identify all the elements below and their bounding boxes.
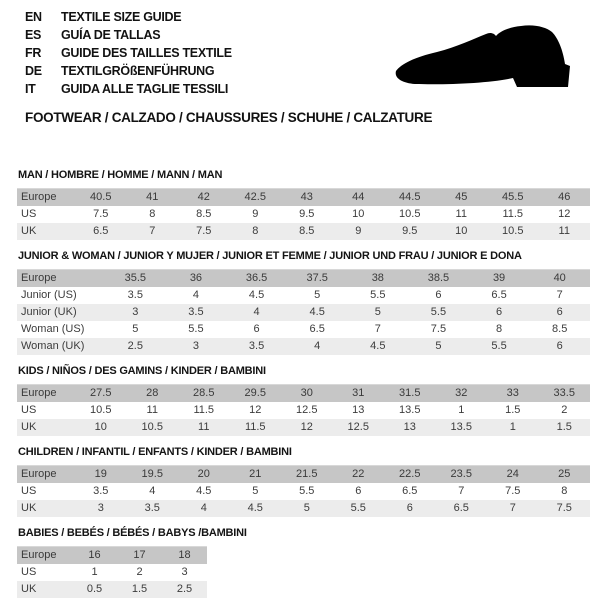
size-value: 8: [149, 208, 156, 220]
table-row: [17, 402, 590, 419]
size-value: 6: [496, 306, 503, 318]
table-row: [17, 500, 590, 517]
size-value: 12.5: [347, 421, 369, 433]
size-value: 6.5: [93, 225, 109, 237]
size-value: 6.5: [309, 323, 325, 335]
size-value: 40.5: [90, 191, 112, 203]
language-code: EN: [25, 10, 42, 24]
section-title: JUNIOR & WOMAN / JUNIOR Y MUJER / JUNIOR ET FEMME / JUNIOR UND FRAU / JUNIOR E DONA: [18, 250, 522, 262]
size-value: 1.5: [505, 404, 521, 416]
size-value: 36.5: [245, 272, 268, 284]
size-value: 10: [455, 225, 468, 237]
size-value: 3: [97, 502, 104, 514]
size-value: 6: [406, 502, 413, 514]
table-row: [17, 223, 590, 240]
size-value: 13.5: [450, 421, 472, 433]
size-value: 5.5: [299, 485, 315, 497]
size-value: 8.5: [552, 323, 568, 335]
size-value: 7.5: [556, 502, 572, 514]
size-value: 43: [300, 191, 313, 203]
row-label: Woman (UK): [21, 340, 85, 352]
size-value: 0.5: [86, 583, 103, 595]
size-value: 10.5: [90, 404, 112, 416]
size-value: 13: [403, 421, 416, 433]
size-value: 40: [553, 272, 566, 284]
language-label: GUIDA ALLE TAGLIE TESSILI: [61, 82, 229, 96]
size-value: 4: [192, 289, 199, 301]
size-value: 23.5: [450, 468, 472, 480]
size-value: 9: [252, 208, 259, 220]
size-value: 1: [509, 421, 516, 433]
size-value: 7.5: [196, 225, 212, 237]
size-value: 4: [253, 306, 260, 318]
size-value: 44: [352, 191, 365, 203]
size-value: 4.5: [248, 289, 265, 301]
table-row: [17, 466, 590, 484]
section-title: MAN / HOMBRE / HOMME / MANN / MAN: [18, 169, 223, 181]
size-value: 29.5: [244, 387, 266, 399]
section-man: [17, 169, 590, 240]
table-row: [17, 483, 590, 500]
size-value: 7: [149, 225, 156, 237]
size-value: 7.5: [93, 208, 109, 220]
size-value: 12: [300, 421, 313, 433]
language-code: IT: [25, 82, 36, 96]
size-value: 4: [149, 485, 156, 497]
size-value: 4.5: [247, 502, 263, 514]
size-value: 3: [192, 340, 199, 352]
row-label: UK: [21, 225, 37, 237]
size-value: 7: [374, 323, 381, 335]
table-row: [17, 287, 590, 304]
size-table-man: [17, 188, 590, 240]
row-label: UK: [21, 583, 37, 595]
size-value: 22.5: [399, 468, 421, 480]
size-value: 3.5: [144, 502, 160, 514]
size-value: 7.5: [505, 485, 521, 497]
size-value: 20: [197, 468, 210, 480]
size-value: 7.5: [430, 323, 447, 335]
language-code: DE: [25, 64, 42, 78]
language-label: GUÍA DE TALLAS: [61, 28, 161, 42]
size-value: 42: [197, 191, 210, 203]
size-value: 37.5: [306, 272, 328, 284]
size-value: 21: [249, 468, 262, 480]
size-value: 38.5: [427, 272, 450, 284]
size-value: 4.5: [309, 306, 325, 318]
size-table-children: [17, 465, 590, 517]
size-value: 5.5: [430, 306, 447, 318]
size-value: 19: [94, 468, 107, 480]
language-label: GUIDE DES TAILLES TEXTILE: [61, 46, 232, 60]
size-value: 25: [558, 468, 571, 480]
language-row-fr: [25, 44, 232, 62]
size-value: 7: [509, 502, 516, 514]
size-value: 9.5: [402, 225, 418, 237]
size-value: 45: [455, 191, 468, 203]
size-value: 5.5: [188, 323, 204, 335]
size-value: 3: [132, 306, 139, 318]
size-value: 44.5: [399, 191, 421, 203]
section-babies: [17, 527, 590, 598]
size-value: 6: [253, 323, 260, 335]
size-value: 46: [558, 191, 571, 203]
table-row: [17, 189, 590, 207]
size-value: 24: [506, 468, 519, 480]
table-row: [17, 419, 590, 436]
size-value: 11.5: [502, 208, 524, 220]
size-value: 11: [455, 208, 467, 220]
row-label: Europe: [21, 468, 57, 480]
row-label: US: [21, 404, 37, 416]
size-value: 4.5: [196, 485, 212, 497]
size-value: 1.5: [556, 421, 572, 433]
table-row: [17, 304, 590, 321]
size-value: 4: [314, 340, 321, 352]
size-value: 13.5: [399, 404, 421, 416]
size-value: 8: [496, 323, 503, 335]
size-value: 8.5: [299, 225, 315, 237]
size-value: 3.5: [93, 485, 109, 497]
row-label: Europe: [21, 191, 57, 203]
row-label: US: [21, 208, 37, 220]
size-value: 35.5: [124, 272, 147, 284]
language-label: TEXTILE SIZE GUIDE: [61, 10, 182, 24]
size-value: 8: [252, 225, 259, 237]
size-value: 12: [249, 404, 262, 416]
size-value: 6: [556, 306, 563, 318]
language-code: ES: [25, 28, 42, 42]
size-value: 2.5: [176, 583, 193, 595]
size-value: 10.5: [502, 225, 524, 237]
size-value: 9: [355, 225, 362, 237]
size-value: 8: [561, 485, 568, 497]
size-value: 1: [91, 566, 98, 578]
size-value: 5.5: [491, 340, 507, 352]
size-value: 11: [558, 225, 570, 237]
table-row: [17, 385, 590, 403]
size-value: 18: [178, 549, 191, 561]
size-value: 41: [146, 191, 159, 203]
size-value: 39: [492, 272, 506, 284]
size-value: 13: [352, 404, 365, 416]
section-junior-woman: [17, 250, 590, 355]
section-title: KIDS / NIÑOS / DES GAMINS / KINDER / BAMBINI: [18, 365, 266, 377]
size-value: 10.5: [141, 421, 163, 433]
size-value: 30: [300, 387, 313, 399]
row-label: US: [21, 566, 37, 578]
table-row: [17, 581, 207, 598]
row-label: Woman (US): [21, 323, 85, 335]
size-value: 32: [455, 387, 468, 399]
size-value: 5: [303, 502, 310, 514]
size-value: 42.5: [244, 191, 266, 203]
table-row: [17, 564, 207, 581]
section-title: BABIES / BEBÉS / BÉBÉS / BABYS /BAMBINI: [18, 527, 247, 539]
size-value: 3: [181, 566, 188, 578]
size-value: 22: [352, 468, 365, 480]
size-value: 16: [88, 549, 101, 561]
language-row-es: [25, 26, 232, 44]
size-value: 28.5: [193, 387, 215, 399]
size-table-junior-woman: [17, 269, 590, 355]
language-list: [25, 8, 232, 98]
language-row-en: [25, 8, 232, 26]
table-row: [17, 547, 207, 565]
row-label: Junior (US): [21, 289, 77, 301]
size-value: 36: [189, 272, 203, 284]
size-value: 45.5: [502, 191, 524, 203]
size-value: 10.5: [399, 208, 421, 220]
row-label: Europe: [21, 272, 57, 284]
size-value: 19.5: [141, 468, 163, 480]
size-value: 6.5: [402, 485, 418, 497]
section-children: [17, 446, 590, 517]
size-value: 38: [371, 272, 384, 284]
size-value: 27.5: [90, 387, 112, 399]
size-value: 11.5: [244, 421, 266, 433]
shoe-icon: [393, 24, 579, 94]
size-value: 5.5: [350, 502, 366, 514]
size-value: 3.5: [127, 289, 143, 301]
size-value: 2: [561, 404, 568, 416]
size-value: 5: [314, 289, 321, 301]
table-row: [17, 206, 590, 223]
size-table-babies: [17, 546, 207, 598]
size-value: 17: [133, 549, 146, 561]
size-value: 11.5: [193, 404, 215, 416]
size-value: 31: [352, 387, 365, 399]
size-value: 33.5: [553, 387, 575, 399]
table-row: [17, 321, 590, 338]
table-row: [17, 338, 590, 355]
size-value: 8.5: [196, 208, 212, 220]
size-value: 2: [136, 566, 143, 578]
size-tables: [17, 169, 590, 600]
row-label: Europe: [21, 387, 57, 399]
size-value: 5: [435, 340, 442, 352]
size-value: 21.5: [296, 468, 318, 480]
language-row-de: [25, 62, 232, 80]
section-title: CHILDREN / INFANTIL / ENFANTS / KINDER / BAMBINI: [18, 446, 292, 458]
size-value: 7: [458, 485, 465, 497]
size-value: 1.5: [131, 583, 148, 595]
row-label: UK: [21, 502, 37, 514]
row-label: Junior (UK): [21, 306, 77, 318]
size-value: 2.5: [127, 340, 143, 352]
size-value: 5: [252, 485, 259, 497]
size-value: 6.5: [453, 502, 469, 514]
language-label: TEXTILGRÖßENFÜHRUNG: [61, 64, 215, 78]
table-row: [17, 270, 590, 288]
language-row-it: [25, 80, 232, 98]
size-value: 5: [374, 306, 381, 318]
size-value: 4: [200, 502, 207, 514]
size-table-kids: [17, 384, 590, 436]
size-value: 3.5: [188, 306, 204, 318]
size-value: 7: [556, 289, 563, 301]
size-value: 12: [558, 208, 571, 220]
size-value: 6.5: [491, 289, 507, 301]
size-value: 11: [146, 404, 158, 416]
size-value: 3.5: [248, 340, 265, 352]
size-value: 28: [146, 387, 159, 399]
row-label: US: [21, 485, 37, 497]
size-value: 12.5: [296, 404, 318, 416]
size-value: 6: [435, 289, 442, 301]
size-value: 6: [556, 340, 563, 352]
size-value: 11: [198, 421, 210, 433]
size-value: 31.5: [399, 387, 421, 399]
size-value: 4.5: [370, 340, 386, 352]
size-value: 10: [352, 208, 365, 220]
section-kids: [17, 365, 590, 436]
size-value: 1: [458, 404, 465, 416]
size-value: 6: [355, 485, 362, 497]
size-value: 10: [94, 421, 107, 433]
size-value: 5.5: [370, 289, 386, 301]
language-code: FR: [25, 46, 42, 60]
row-label: UK: [21, 421, 37, 433]
category-title: FOOTWEAR / CALZADO / CHAUSSURES / SCHUHE / CALZATURE: [25, 110, 433, 125]
row-label: Europe: [21, 549, 57, 561]
size-value: 9.5: [299, 208, 315, 220]
size-value: 33: [506, 387, 519, 399]
size-value: 5: [132, 323, 139, 335]
